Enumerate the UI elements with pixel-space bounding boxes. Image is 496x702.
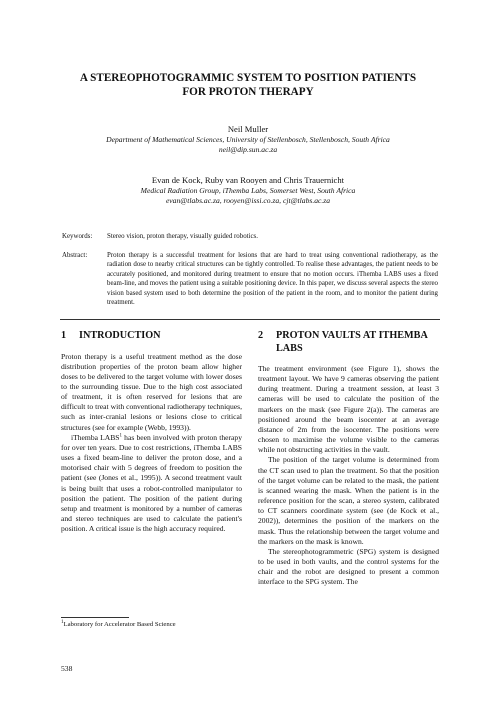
keywords-label: Keywords: bbox=[62, 233, 93, 240]
author-affiliation: Department of Mathematical Sciences, University of Stellenbosch, Stellenbosch, South Africa bbox=[106, 135, 390, 144]
abstract-label: Abstract: bbox=[62, 252, 88, 259]
paragraph bbox=[61, 433, 242, 535]
section-number: 1 bbox=[61, 330, 67, 341]
abstract-divider bbox=[60, 319, 440, 320]
author-email: evan@tlabs.ac.za, rooyen@issi.co.za, cjt@tlabs.ac.za bbox=[165, 195, 331, 205]
left-column bbox=[61, 330, 242, 534]
section-body bbox=[258, 364, 439, 587]
title-line-1: A STEREOPHOTOGRAMMIC SYSTEM TO POSITION PATIENTS bbox=[79, 72, 417, 84]
author-name: Neil Muller bbox=[227, 124, 269, 134]
section-number: 2 bbox=[258, 330, 264, 341]
author-email: neil@dip.sun.ac.za bbox=[218, 144, 278, 154]
keywords-text: Stereo vision, proton therapy, visually guided robotics. bbox=[107, 233, 258, 240]
abstract-text: Proton therapy is a successful treatment for lesions that are hard to treat using conventional radiotherapy, as the radiation dose to nearby critical structures can be tightly controlled. To realise these advantages, the patient needs to be accurately positioned, and monitored during treatment to ensure that no motion occurs. iThemba LABS uses a fixed beam-line, and moves the patient using a suitable positioning device. In this paper, we discuss several aspects the stereo vision based system used to both determine the position of the patient in the room, and to monitor the patient during treatment. bbox=[107, 252, 438, 307]
paragraph: The stereophotogrammetric (SPG) system is designed to be used in both vaults, and the control systems for the chair and the robot are designed to present a common interface to the SPG system. The bbox=[258, 546, 439, 587]
section-heading bbox=[258, 330, 439, 355]
right-column bbox=[258, 330, 439, 587]
title-line-2: FOR PROTON THERAPY bbox=[182, 86, 314, 98]
paper-title bbox=[40, 71, 456, 99]
paragraph-lead: iThemba LABS bbox=[71, 432, 120, 442]
paragraph: The treatment environment (see Figure 1), shows the treatment layout. We have 9 cameras observing the patient during treatment. During a treatment session, at least 3 cameras will be used to calculate the position of the markers on the mask (see Figure 2(a)). The cameras are positioned around the beam isocenter at an average distance of 2m from the isocenter. The positions were chosen to maximise the volume visible to the cameras while not obstructing activities in the vault. bbox=[258, 364, 439, 455]
author-block-2 bbox=[40, 175, 456, 205]
section-title: PROTON VAULTS AT ITHEMBA LABS bbox=[276, 330, 428, 354]
paragraph-rest: has been involved with proton therapy for over ten years. Due to cost restrictions, iThemba LABS uses a fixed beam-line to deliver the proton dose, and a motorised chair with 5 degrees of freedom to position the patient (see (Jones et al., 1995)). A second treatment vault is being built that uses a robot-controlled manipulator to position the patient. The position of the patient during setup and treatment is monitored by a number of cameras and stereo techniques are used to calculate the patient's position. A critical issue is the high accuracy required. bbox=[61, 432, 242, 534]
section-title: INTRODUCTION bbox=[79, 330, 161, 341]
footnote-mark: 1 bbox=[61, 619, 64, 625]
section-body bbox=[61, 352, 242, 535]
author-block-1 bbox=[40, 124, 456, 154]
footnote bbox=[61, 621, 176, 629]
paragraph: Proton therapy is a useful treatment method as the dose distribution properties of the proton beam allow higher doses to be delivered to the target volume with lower doses to the surrounding tissue. Due to the high cost associated of treatment, it is often reserved for lesions that are difficult to treat with conventional radiotherapy techniques, such as inter-cranial lesions or lesions close to critical structures (see for example (Webb, 1993)). bbox=[61, 351, 242, 432]
footnote-marker[interactable]: 1 bbox=[119, 433, 123, 439]
footnote-divider bbox=[61, 617, 129, 618]
author-name: Evan de Kock, Ruby van Rooyen and Chris Trauernicht bbox=[151, 175, 345, 185]
page-number: 538 bbox=[61, 664, 73, 673]
paragraph: The position of the target volume is determined from the CT scan used to plan the treatment. So that the position of the target volume can be related to the mask, the patient is scanned wearing the mask. When the patient is in the reference position for the scan, a stereo system, calibrated to CT scanners coordinate system (see (de Kock et al., 2002)), determines the position of the markers on the mask. Thus the relationship between the target volume and the markers on the mask is known. bbox=[258, 455, 439, 546]
author-affiliation: Medical Radiation Group, iThemba Labs, Somerset West, South Africa bbox=[140, 186, 356, 195]
footnote-text: Laboratory for Accelerator Based Science bbox=[63, 621, 176, 628]
section-heading bbox=[61, 330, 242, 343]
